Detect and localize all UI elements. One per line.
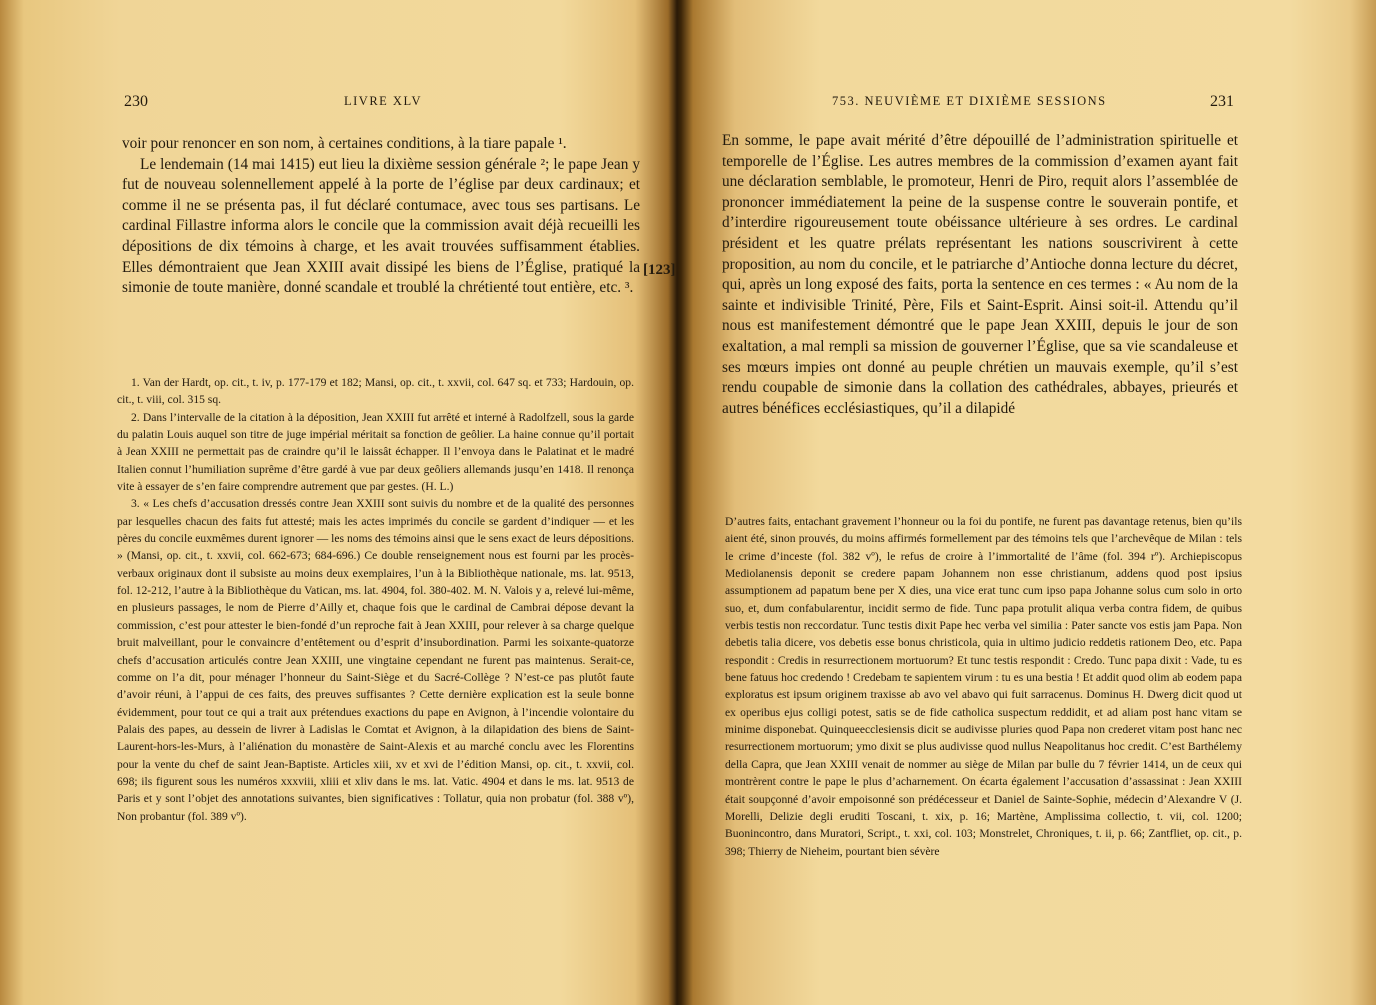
left-page — [0, 0, 676, 1005]
footnote: 1. Van der Hardt, op. cit., t. iv, p. 177-179 et 182; Mansi, op. cit., t. xxvii, col. 647 sq. et 733; Hardouin, op. cit., t. viii, col. 315 sq. — [117, 376, 634, 407]
right-footnotes — [725, 513, 1242, 860]
margin-reference: [123] — [643, 262, 676, 278]
paragraph: Le lendemain (14 mai 1415) eut lieu la dixième session générale ²; le pape Jean y fut de nouveau solennellement appelé à la porte de l’église par deux cardinaux; et comme il ne se présenta pas, il fut déclaré contumace, avec tous ses partisans. Le cardinal Fillastre informa alors le concile que la commission avait déjà recueilli les dépositions de dix témoins à charge, et les avait trouvées suffisamment établies. Elles démontraient que Jean XXIII avait dissipé les biens de l’Église, pratiqué la simonie de toute manière, donné scandale et troublé la chrétienté tout entière, etc. ³. — [122, 155, 640, 297]
footnote-continuation: D’autres faits, entachant gravement l’honneur ou la foi du pontife, ne furent pas davantage retenus, bien qu’ils aient été, sinon prouvés, du moins affirmés formellement par des témoins tels que l’archevêque de Milan : tels le crime d’inceste (fol. 382 vº), le refus de croire à l’immortalité de l’âme (fol. 394 rº). Archiepiscopus Mediolanensis deponit se credere papam Johannem non esse christianum, addens quod post ipsius assumptionem ad papatum bene per X dies, una vice erat tunc cum ipso papa Johanne solus cum solo in orto suo, et, dum confabularentur, incidit sermo de fide. Tunc papa protulit aliqua verba contra fidem, de quibus verbis testis non reccordatur. Tunc testis dixit Pape hec verba vel similia : Pater sancte vos estis jam Papa. Non debetis talia dicere, vos debetis esse bonus christicola, quia in ultimo judicio reddetis rationem Deo, etc. Papa respondit : Credis in resurrectionem mortuorum? Et tunc testis respondit : Credo. Tunc papa dixit : Vade, tu es bene fatuus hoc credendo ! Credebam te sapientem virum : tu es una bestia ! Et addit quod olim ab eodem papa exploratus est ipsum originem traxisse ab avo vel abavo qui fuit sarracenus. Dominus H. Dwerg dicit quod ut ex operibus ejus colligi potest, satis se de fide catholica suspectum reddidit, et ad aliam post hanc vitam se minime disponebat. Quinqueecclesiensis dicit se audivisse pluries quod Papa non crederet vitam post hanc nec resurrectionem mortuorum; ymo dixit se plus audivisse quod nullus Neapolitanus hoc credit. C’est Barthélemy della Capra, que Jean XXIII venait de nommer au siège de Milan par bulle du 7 février 1414, un de ceux qui montrèrent contre le pape le plus d’acharnement. On écarta également l’accusation d’assassinat : Jean XXIII était soupçonné d’avoir empoisonné son prédécesseur et Daniel de Sainte-Sophie, médecin d’Alexandre V (J. Morelli, Delizie degli eruditi Toscani, t. xix, p. 16; Martène, Amplissima collectio, t. vii, col. 1200; Buonincontro, dans Muratori, Script., t. xxi, col. 103; Monstrelet, Chroniques, t. ii, p. 66; Zantfliet, op. cit., p. 398; Thierry de Nieheim, pourtant bien sévère — [725, 515, 1242, 858]
right-main-text — [722, 131, 1238, 419]
running-head-right: 753. NEUVIÈME ET DIXIÈME SESSIONS — [832, 94, 1107, 108]
footnote: 3. « Les chefs d’accusation dressés contre Jean XXIII sont suivis du nombre et de la qualité des personnes par lesquelles chacun des faits fut attesté; mais les actes imprimés du concile se gardent d’indiquer — et les pères du concile euxmêmes durent ignorer — les noms des témoins ainsi que le sens exact de leurs dépositions. » (Mansi, op. cit., t. xxvii, col. 662-673; 684-696.) Ce double renseignement nous est fourni par les procès-verbaux originaux dont il subsiste au moins deux exemplaires, l’un à la Bibliothèque nationale, ms. lat. 9513, fol. 12-212, l’autre à la Bibliothèque du Vatican, ms. lat. 4904, fol. 380-402. M. N. Valois y a, relevé lui-même, en plusieurs passages, le nom de Pierre d’Ailly et, chaque fois que le cardinal de Cambrai dépose devant la commission, c’est pour attester le bien-fondé d’un reproche fait à Jean XXIII, pour relever à sa charge quelque bruit malveillant, pour le convaincre d’entêtement ou d’esprit d’insubordination. Parmi les soixante-quatorze chefs d’accusation articulés contre Jean XXIII, une vingtaine cependant ne furent pas maintenus. Serait-ce, comme on l’a dit, pour ménager l’honneur du Saint-Siège et du Sacré-Collège ? N’est-ce pas plutôt faute d’avoir réuni, à l’appui de ces faits, des preuves suffisantes ? Cette dernière explication est la seule bonne évidemment, pour tout ce qui a trait aux prétendues exactions du pape en Avignon, à l’incendie volontaire du Palais des papes, au dessein de livrer à Ladislas le Comtat et Avignon, à la dilapidation des biens de Saint-Laurent-hors-les-Murs, à l’aliénation du monastère de Saint-Alexis et au marché conclu avec les Florentins pour la vente du chef de saint Jean-Baptiste. Articles xiii, xv et xvi de l’édition Mansi, op. cit., t. xxvii, col. 698; ils figurent sous les numéros xxxviii, xliii et xliv dans le ms. lat. Vatic. 4904 et dans le ms. lat. 9513 de Paris et y sont l’objet des annotations suivantes, bien significatives : Tollatur, quia non probatur (fol. 388 vº), Non probantur (fol. 389 vº). — [117, 497, 634, 823]
footnote: 2. Dans l’intervalle de la citation à la déposition, Jean XXIII fut arrêté et interné à Radolfzell, sous la garde du palatin Louis auquel son titre de juge impérial méritait sa fonction de geôlier. La haine connue qu’il portait à Jean XXIII ne permettait pas de craindre qu’il le laissât échapper. Il l’envoya dans le Palatinat et le madré Italien connut l’humiliation suprême d’être gardé à vue par deux geôliers allemands jusqu’en 1418. Il renonça vite à essayer de s’en faire comprendre autrement que par gestes. (H. L.) — [117, 410, 634, 494]
running-head-left: LIVRE XLV — [344, 94, 422, 108]
left-main-text — [122, 134, 640, 299]
right-page — [682, 0, 1376, 1005]
paragraph: En somme, le pape avait mérité d’être dépouillé de l’administration spirituelle et temporelle de l’Église. Les autres membres de la commission d’examen ayant fait une déclaration semblable, le promoteur, Henri de Piro, requit alors l’assemblée de prononcer immédiatement la peine de la suspense contre le souverain pontife, et d’interdire rigoureusement toute obéissance ultérieure à ses ordres. Le cardinal président et les quatre prélats représentant les nations souscrivirent à cette proposition, au nom du concile, et le patriarche d’Antioche donna lecture du décret, qui, après un long exposé des faits, porta la sentence en ces termes : « Au nom de la sainte et indivisible Trinité, Père, Fils et Saint-Esprit. Ainsi soit-il. Attendu qu’il nous est manifestement démontré que le pape Jean XXIII, depuis le jour de son exaltation, a mal rempli sa mission de gouverner l’Église, que sa vie scandaleuse et ses mœurs impies ont donné au peuple chrétien un mauvais exemple, qu’il s’est rendu coupable de simonie dans la collation des cathédrales, abbayes, prieurés et autres bénéfices ecclésiastiques, qu’il a dilapidé — [722, 132, 1238, 417]
paragraph: voir pour renoncer en son nom, à certaines conditions, à la tiare papale ¹. — [122, 135, 567, 152]
left-footnotes — [117, 374, 634, 825]
page-number-left: 230 — [124, 93, 148, 110]
page-number-right: 231 — [1210, 93, 1234, 110]
